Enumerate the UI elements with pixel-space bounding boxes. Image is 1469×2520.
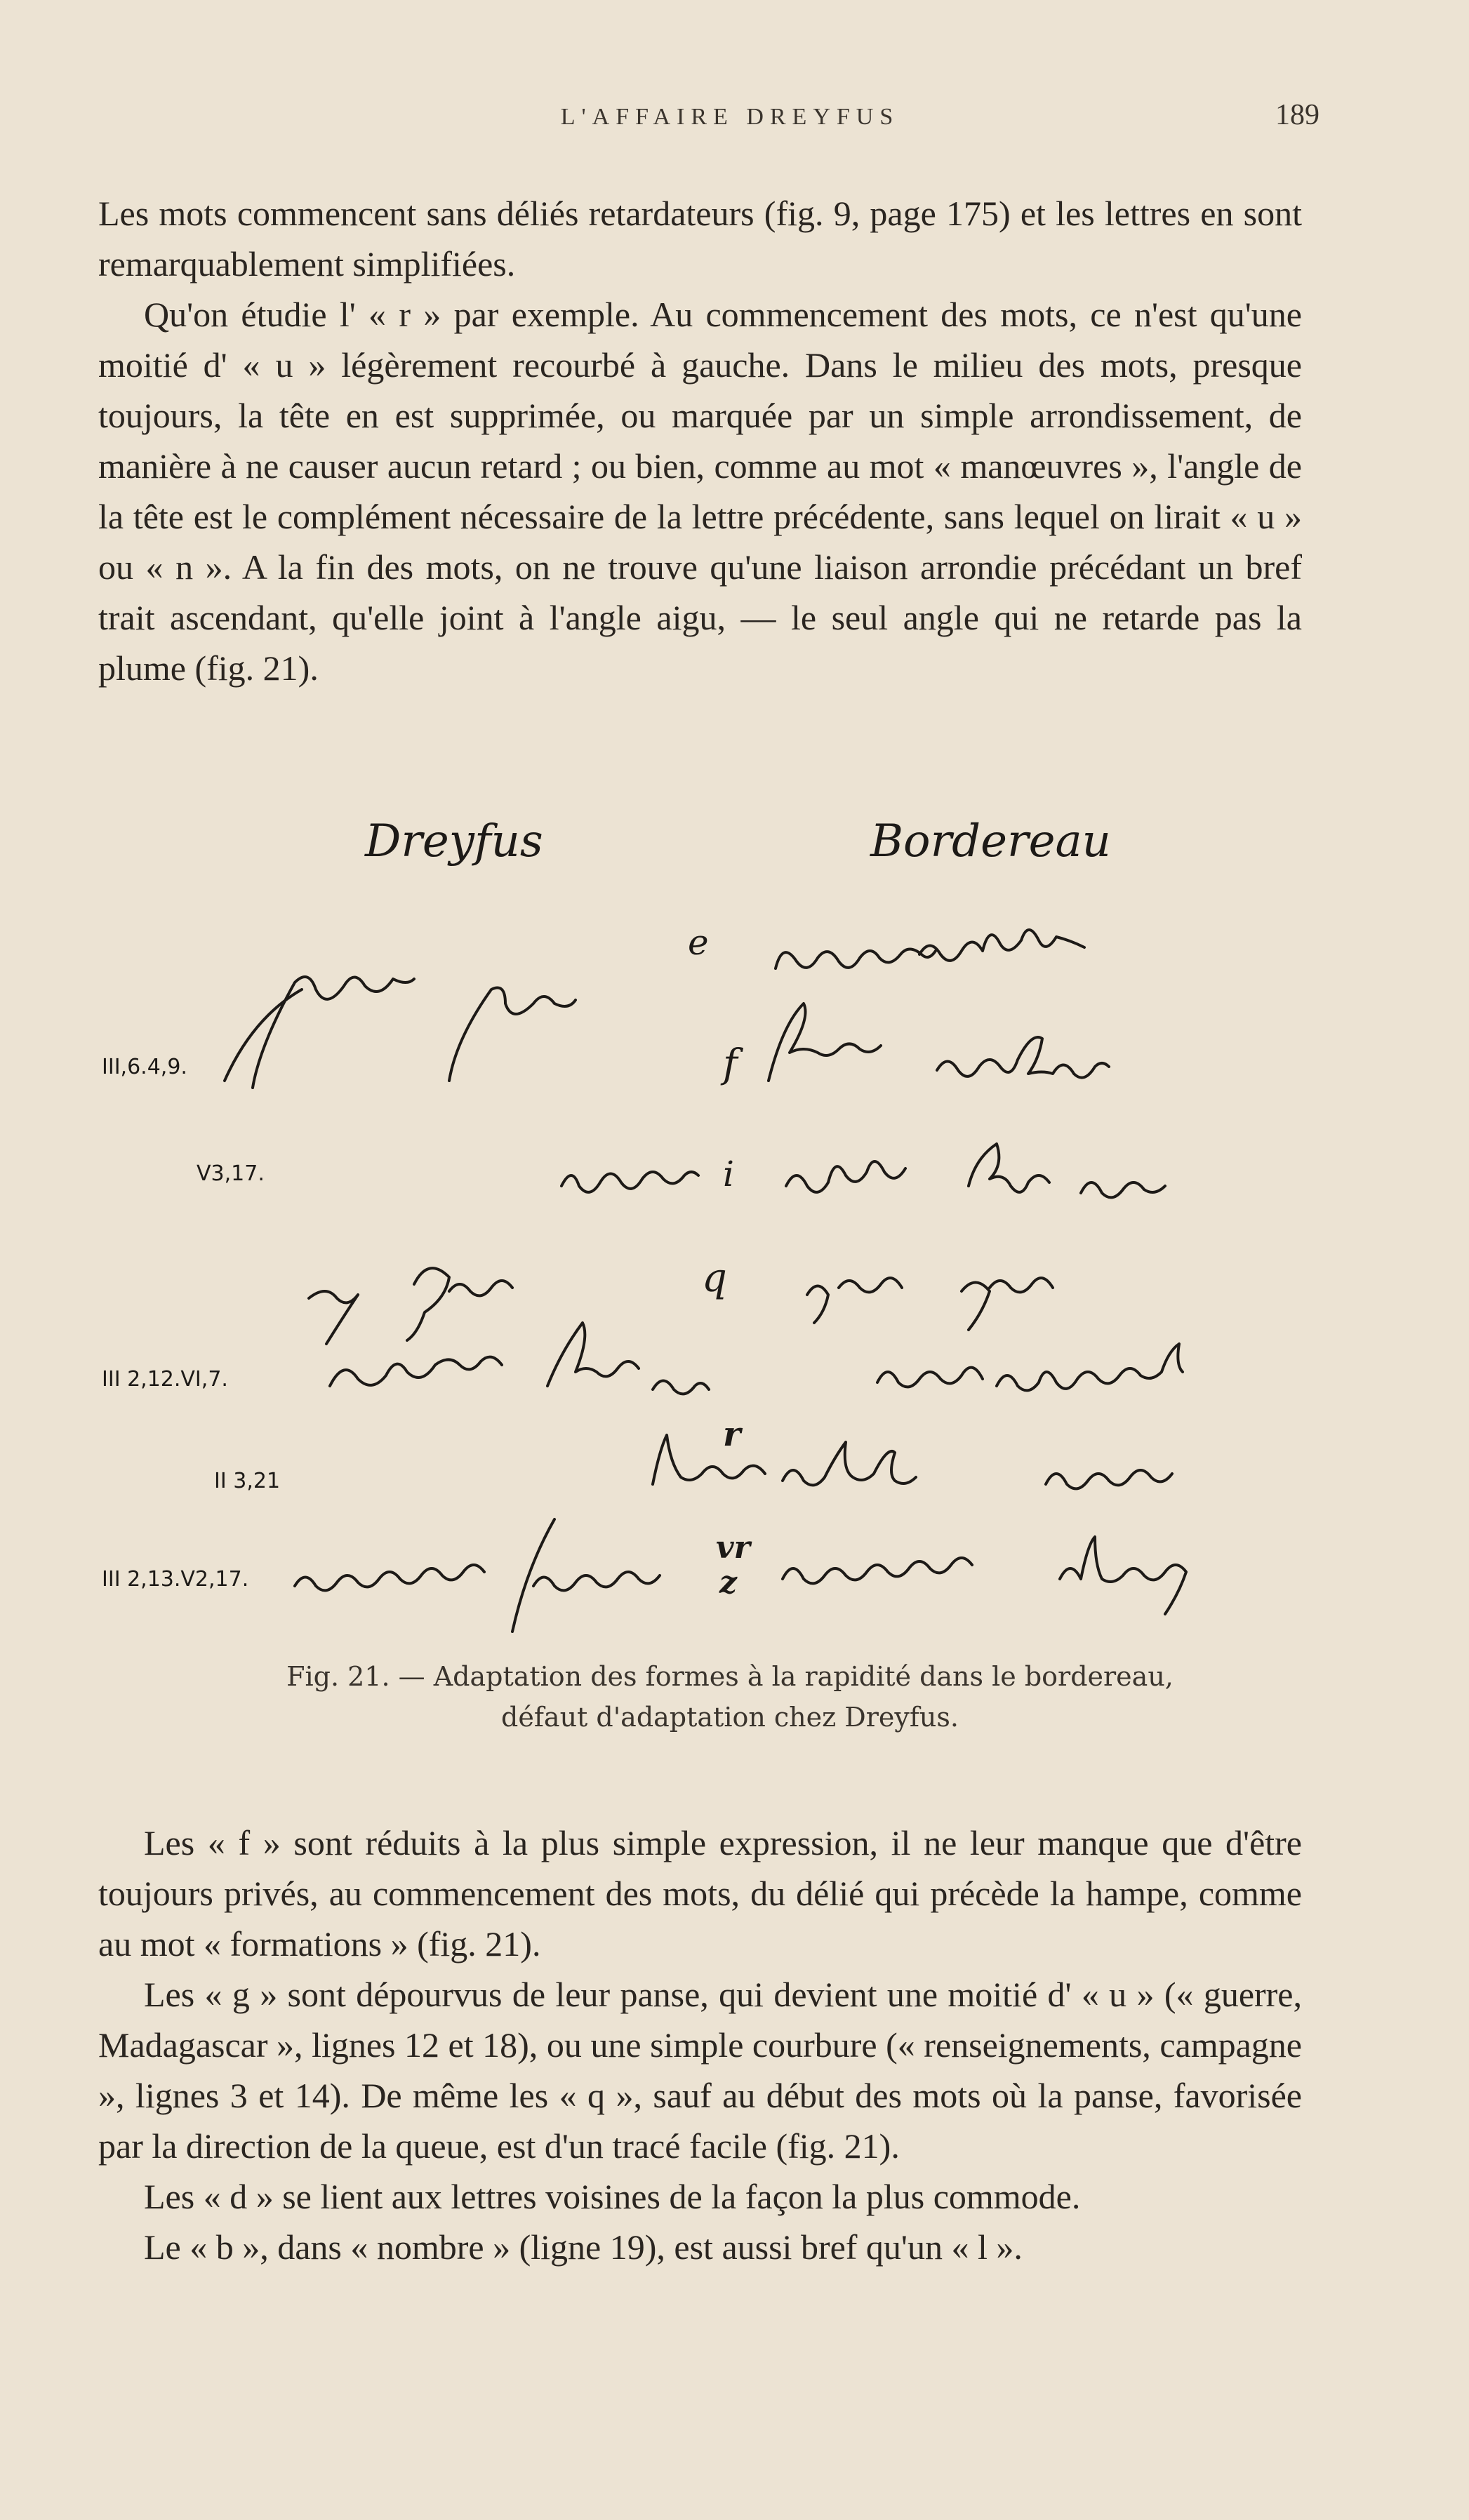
handwriting-sample — [807, 1278, 902, 1323]
handwriting-sample — [969, 1144, 1165, 1197]
row-ref: III,6.4,9. — [102, 1055, 187, 1079]
row-ref: II 3,21 — [214, 1469, 281, 1493]
paragraph: Les « g » sont dépourvus de leur panse, qui devient une moitié d' « u » (« guerre, Madagascar », lignes 12 et 18), ou une simple courbure (« renseignements, campagne », lignes 3 et 14). De même les « q », sauf au début des mots où la panse, favorisée par la direction de la queue, est d'un tracé facile (fig. 21). — [98, 1975, 1302, 2166]
handwriting-sample — [1046, 1470, 1172, 1488]
header-bordereau: Bordereau — [870, 815, 1111, 867]
handwriting-sample — [783, 1442, 916, 1485]
letter-label-e: e — [688, 922, 709, 963]
handwriting-sample — [512, 1519, 660, 1632]
handwriting-sample — [309, 1291, 358, 1344]
handwriting-sample — [769, 1004, 881, 1081]
handwriting-sample — [225, 977, 414, 1088]
paragraph: Qu'on étudie l' « r » par exemple. Au commencement des mots, ce n'est qu'une moitié d' « u » légèrement recourbé à gauche. Dans le milieu des mots, presque toujours, la tête en est supprimée, ou marquée par un simple arrondissement, de manière à ne causer aucun retard ; ou bien, comme au mot « manœuvres », l'angle de la tête est le complément nécessaire de la lettre précédente, sans lequel on lirait « u » ou « n ». A la fin des mots, on ne trouve qu'une liaison arrondie précédant un bref trait ascendant, qu'elle joint à l'angle aigu, — le seul angle qui ne retarde pas la plume (fig. 21). — [98, 295, 1302, 688]
handwriting-sample — [877, 1368, 983, 1387]
handwriting-sample — [783, 1558, 972, 1583]
handwriting-sample — [1060, 1537, 1186, 1614]
handwriting-sample — [997, 1344, 1183, 1390]
handwriting-sample — [962, 1278, 1053, 1330]
running-title: L'AFFAIRE DREYFUS — [560, 104, 900, 130]
handwriting-sample — [776, 949, 936, 969]
handwriting-sample — [561, 1172, 698, 1192]
header-dreyfus: Dreyfus — [365, 815, 543, 867]
paragraph: Le « b », dans « nombre » (ligne 19), est aussi bref qu'un « l ». — [144, 2227, 1023, 2267]
handwriting-sample — [330, 1357, 502, 1386]
caption-line: Fig. 21. — Adaptation des formes à la rapidité dans le bordereau, — [286, 1661, 1174, 1692]
letter-label-z: z — [719, 1565, 737, 1601]
letter-label-r: r — [723, 1415, 741, 1454]
handwriting-sample — [653, 1435, 765, 1484]
row-ref: III 2,13.V2,17. — [102, 1567, 249, 1592]
handwriting-sample — [407, 1268, 512, 1340]
letter-label-vr: vr — [716, 1530, 750, 1566]
paragraph: Les mots commencent sans déliés retardateurs (fig. 9, page 175) et les lettres en sont remarquablement simplifiées. — [98, 194, 1302, 284]
paragraph: Les « d » se lient aux lettres voisines de la façon la plus commode. — [144, 2177, 1081, 2216]
handwriting-specimens — [98, 793, 1362, 1649]
body-text-bottom — [98, 1818, 1302, 2272]
caption-line: défaut d'adaptation chez Dreyfus. — [501, 1702, 959, 1733]
handwriting-sample — [295, 1565, 484, 1590]
row-ref: V3,17. — [197, 1161, 265, 1186]
page-number: 189 — [1275, 99, 1320, 131]
figure-caption — [98, 1656, 1362, 1738]
figure-21 — [98, 793, 1362, 1649]
letter-label-f: f — [723, 1041, 738, 1087]
handwriting-sample — [937, 1037, 1109, 1078]
paragraph: Les « f » sont réduits à la plus simple expression, il ne leur manque que d'être toujours privés, au commencement des mots, du délié qui précède la hampe, comme au mot « formations » (fig. 21). — [98, 1823, 1302, 1964]
row-ref: III 2,12.VI,7. — [102, 1367, 228, 1392]
handwriting-sample — [449, 988, 576, 1081]
handwriting-sample — [919, 930, 1084, 961]
body-text-top — [98, 188, 1302, 693]
handwriting-sample — [547, 1323, 709, 1394]
handwriting-sample — [786, 1161, 905, 1192]
letter-label-i: i — [723, 1154, 734, 1194]
letter-label-q: q — [702, 1255, 727, 1301]
